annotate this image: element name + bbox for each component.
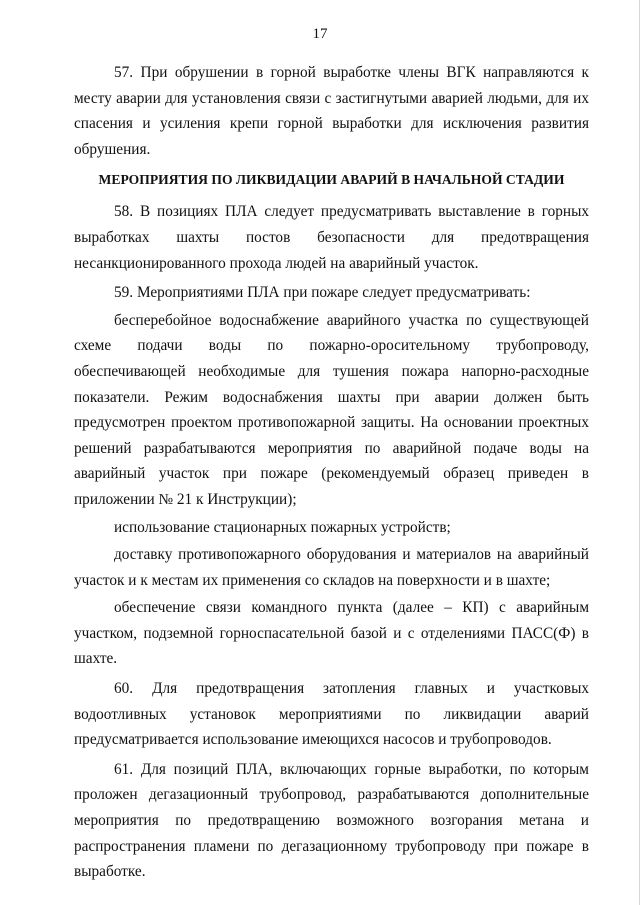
paragraph-59: 59. Мероприятиями ПЛА при пожаре следует предусматривать: <box>114 284 531 302</box>
paragraph-57: 57. При обрушении в горной выработке члены ВГК направляются к месту аварии для установления связи с застигнутыми аварией людьми, для их спасения и усиления крепи горной выработки для исключения развития обрушения. <box>74 64 589 158</box>
section-heading: МЕРОПРИЯТИЯ ПО ЛИКВИДАЦИИ АВАРИЙ В НАЧАЛЬНОЙ СТАДИИ <box>98 172 565 188</box>
paragraph-59-communication: обеспечение связи командного пункта (далее – КП) с аварийным участком, подземной горноспасательной базой и с отделениями ПАСС(Ф) в шахте. <box>74 599 589 668</box>
paragraph-59-stationary-devices: использование стационарных пожарных устройств; <box>114 518 451 536</box>
paragraph-59-equipment-delivery: доставку противопожарного оборудования и материалов на аварийный участок и к местам их применения со складов на поверхности и в шахте; <box>74 546 589 589</box>
document-body <box>74 60 589 885</box>
paragraph-59-water-supply: бесперебойное водоснабжение аварийного участка по существующей схеме подачи воды по пожарно-оросительному трубопроводу, обеспечивающей необходимые для тушения пожара напорно-расходные показатели. Режим водоснабжения шахты при аварии должен быть предусмотрен проектом противопожарной защиты. На основании проектных решений разрабатываются мероприятия по аварийной подаче воды на аварийный участок при пожаре (рекомендуемый образец приведен в приложении № 21 к Инструкции); <box>74 311 589 508</box>
paragraph-61: 61. Для позиций ПЛА, включающих горные выработки, по которым проложен дегазационный трубопровод, разрабатываются дополнительные мероприятия по предотвращению возможного возгорания метана и распространения пламени по дегазационному трубопроводу при пожаре в выработке. <box>74 760 589 881</box>
paragraph-60: 60. Для предотвращения затопления главных и участковых водоотливных установок мероприятиями по ликвидации аварий предусматривается использование имеющихся насосов и трубопроводов. <box>74 680 589 749</box>
page-number: 17 <box>312 26 328 42</box>
paragraph-58: 58. В позициях ПЛА следует предусматривать выставление в горных выработках шахты постов безопасности для предотвращения несанкционированного прохода людей на аварийный участок. <box>74 203 589 272</box>
